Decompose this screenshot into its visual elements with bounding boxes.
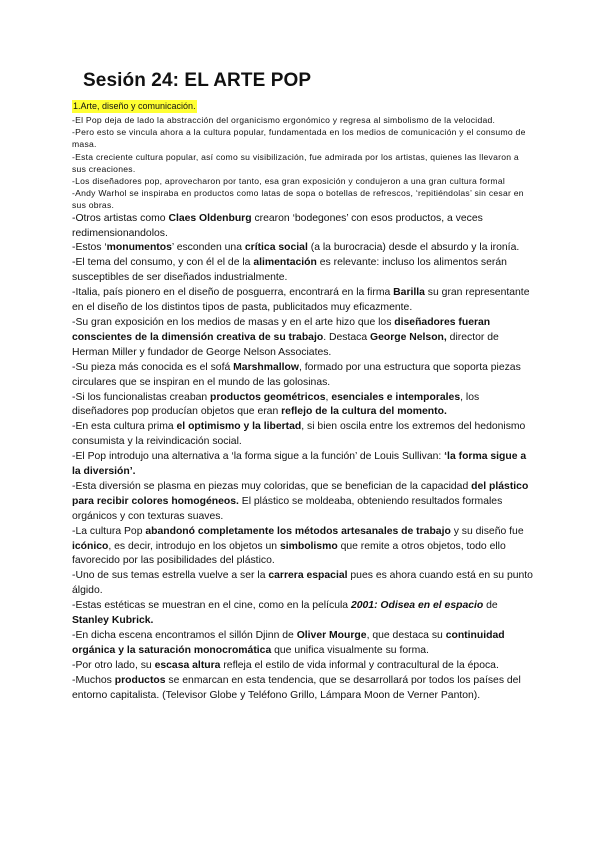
text-run: se enmarcan en esta tendencia, que se desarrollará por todos los países del entorno capitalista. (Televisor Globe y Teléfono Grillo, Lámpara Moon de Verner Panton). [72, 674, 521, 701]
text-run: , es decir, introdujo en los objetos un [108, 540, 280, 552]
text-run: , que destaca su [366, 630, 446, 641]
text-run: -Su gran exposición en los medios de masas y en el arte hizo que los [72, 316, 395, 328]
emphasis-text: escasa altura [154, 659, 221, 671]
text-run: y su diseño fue [450, 525, 524, 537]
paragraph [72, 659, 534, 674]
text-run: crearon ‘bodegones’ con esos productos, a veces redimensionandolos. [72, 212, 483, 239]
emphasis-text: productos [114, 674, 166, 686]
emphasis-text: abandonó completamente los métodos artesanales de trabajo [145, 525, 451, 537]
document-body [72, 96, 534, 704]
paragraph [72, 480, 534, 525]
text-run: -Estas estéticas se muestran en el cine, como en la película [72, 600, 351, 612]
emphasis-text: Stanley Kubrick. [72, 615, 154, 627]
paragraph: -Esta creciente cultura popular, así como su visibilización, fue admirada por los artistas, quienes las llevaron a sus creaciones. [72, 151, 519, 174]
text-run: , formado por una estructura que soporta piezas circulares que se inspiran en el mundo de las golosinas. [72, 361, 521, 388]
page-title: Sesión 24: EL ARTE POP [83, 70, 312, 91]
text-run: -El tema del consumo, y con él el de la [72, 257, 254, 269]
text-run: , si bien oscila entre los extremos del hedonismo consumista y la reivindicación social. [72, 421, 526, 448]
text-run: su gran representante en el diseño de los distintos tipos de pasta, publicitados muy eficazmente. [72, 287, 530, 314]
emphasis-text: el optimismo y la libertad [176, 421, 302, 433]
paragraph [72, 599, 534, 629]
paragraph [72, 241, 534, 256]
text-run: -Italia, país pionero en el diseño de posguerra, encontrará en la firma [72, 287, 394, 299]
emphasis-text: productos geométricos [210, 391, 326, 403]
text-run: -En esta cultura prima [72, 421, 177, 433]
emphasis-text: alimentación [253, 257, 317, 269]
paragraph [72, 361, 534, 391]
paragraph [72, 629, 534, 659]
text-run: -Otros artistas como [72, 212, 169, 224]
emphasis-text: George Nelson, [369, 331, 447, 343]
paragraph [72, 256, 534, 286]
emphasis-text: esenciales e intemporales [331, 391, 461, 403]
emphasis-text: 2001: Odisea en el espacio [350, 600, 484, 612]
emphasis-text: icónico [72, 540, 109, 552]
text-run: -Si los funcionalistas creaban [72, 391, 211, 403]
text-run: director de Herman Miller y fundador de George Nelson Associates. [72, 331, 499, 358]
emphasis-text: diseñadores fueran conscientes de la dimensión creativa de su trabajo [72, 316, 491, 343]
text-run: -En dicha escena encontramos el sillón Djinn de [72, 630, 297, 641]
emphasis-text: reflejo de la cultura del momento. [281, 406, 447, 418]
emphasis-text: simbolismo [279, 540, 338, 552]
text-run: . Destaca [323, 331, 370, 343]
section-heading-wrap [72, 96, 534, 114]
text-run: -Esta diversión se plasma en piezas muy coloridas, que se benefician de la capacidad [72, 480, 472, 492]
paragraph [72, 674, 534, 704]
text-run: pues es ahora cuando está en su punto álgido. [72, 570, 533, 597]
text-run: es relevante: incluso los alimentos serán susceptibles de ser diseñados industrialmente. [72, 257, 507, 284]
paragraph [72, 569, 534, 599]
emphasis-text: ‘la forma sigue a la diversión’. [72, 451, 527, 478]
paragraph [72, 420, 534, 450]
paragraph [72, 286, 534, 316]
paragraph [72, 316, 534, 361]
emphasis-text: crítica social [244, 242, 308, 254]
emphasis-text: monumentos [106, 242, 172, 254]
paragraph: -Pero esto se vincula ahora a la cultura popular, fundamentada en los medios de comunicación y el consumo de masa. [72, 127, 526, 150]
text-run: -Su pieza más conocida es el sofá [72, 361, 234, 373]
emphasis-text: del plástico para recibir colores homogéneos. [72, 480, 529, 507]
text-run: que unifica visualmente su forma. [271, 644, 429, 656]
emphasis-text: Claes Oldenburg [168, 212, 252, 224]
text-run: -Uno de sus temas estrella vuelve a ser la [72, 570, 269, 582]
text-run: , los diseñadores pop producían objetos que eran [72, 391, 480, 418]
text-run: El plástico se moldeaba, obteniendo resultados formales orgánicos y con texturas suaves. [72, 495, 503, 522]
paragraph [72, 212, 534, 242]
emphasis-text: carrera espacial [268, 570, 348, 582]
text-run: -Estos ‘ [72, 242, 107, 254]
large-text-block [72, 212, 534, 704]
emphasis-text: Marshmallow [233, 361, 299, 373]
text-run: , [325, 391, 332, 403]
paragraph [72, 525, 534, 570]
text-run: ’ esconden una [171, 242, 245, 254]
text-run: (a la burocracia) desde el absurdo y la ironía. [307, 242, 520, 254]
text-run: -El Pop introdujo una alternativa a ‘la forma sigue a la función’ de Louis Sullivan: [72, 451, 445, 463]
small-text-block [72, 114, 534, 212]
text-run: refleja el estilo de vida informal y contracultural de la época. [220, 659, 499, 671]
text-run: que remite a otros objetos, todo ello favorecido por las posibilidades del plástico. [72, 540, 506, 567]
section-heading: 1.Arte, diseño y comunicación. [73, 101, 196, 111]
emphasis-text: continuidad orgánica y la saturación monocromática [72, 630, 505, 656]
paragraph: -El Pop deja de lado la abstracción del organicismo ergonómico y regresa al simbolismo de la velocidad. [72, 115, 496, 125]
paragraph [72, 391, 534, 421]
text-run: -Muchos [72, 674, 115, 686]
emphasis-text: Barilla [393, 287, 425, 299]
text-run: -La cultura Pop [72, 525, 146, 537]
paragraph [72, 450, 534, 480]
text-run: de [483, 600, 498, 612]
paragraph: -Los diseñadores pop, aprovecharon por tanto, esa gran exposición y condujeron a una gran cultura formal [72, 176, 506, 187]
emphasis-text: Oliver Mourge [296, 630, 367, 641]
paragraph: -Andy Warhol se inspiraba en productos como latas de sopa o botellas de refrescos, ‘repitiéndolas’ sin cesar en sus obras. [72, 188, 524, 211]
text-run: -Por otro lado, su [72, 659, 155, 671]
